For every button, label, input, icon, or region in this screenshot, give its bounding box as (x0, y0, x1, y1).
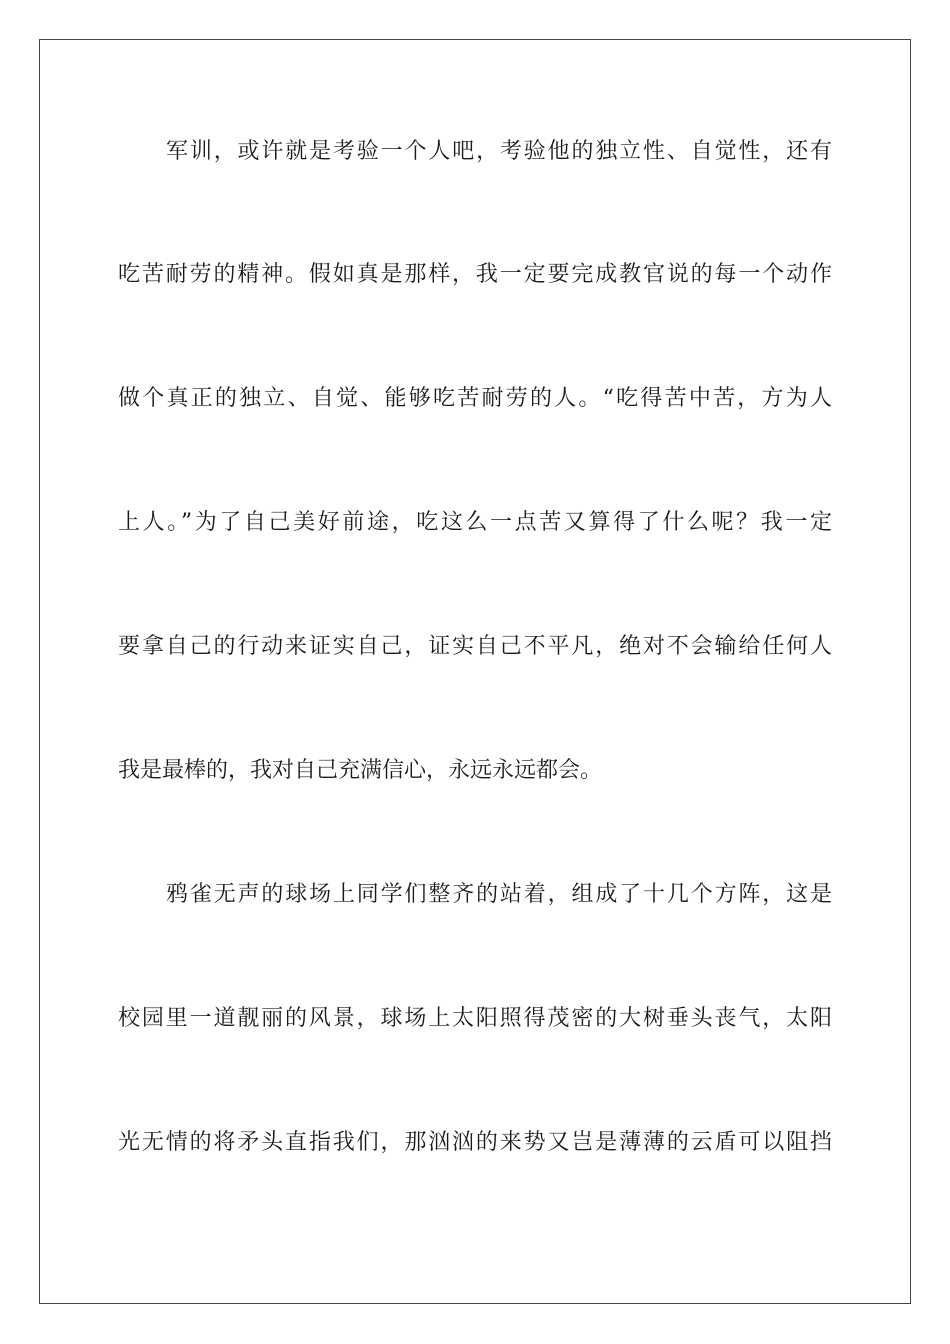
text-line: 做个真正的独立、自觉、能够吃苦耐劳的人。“吃得苦中苦，方为人 (118, 386, 832, 411)
text-line: 要拿自己的行动来证实自己，证实自己不平凡，绝对不会输给任何人 (118, 634, 832, 659)
text-line: 上人。”为了自己美好前途，吃这么一点苦又算得了什么呢？我一定 (118, 510, 832, 535)
text-line: 校园里一道靓丽的风景，球场上太阳照得茂密的大树垂头丧气，太阳 (118, 1006, 832, 1031)
text-line: 鸦雀无声的球场上同学们整齐的站着，组成了十几个方阵，这是 (166, 882, 832, 907)
text-line: 我是最棒的，我对自己充满信心，永远永远都会。 (118, 758, 603, 783)
text-line: 军训，或许就是考验一个人吧，考验他的独立性、自觉性，还有 (166, 139, 832, 164)
text-line: 光无情的将矛头直指我们，那汹汹的来势又岂是薄薄的云盾可以阻挡 (118, 1130, 832, 1155)
page-border (39, 39, 911, 1304)
text-line: 吃苦耐劳的精神。假如真是那样，我一定要完成教官说的每一个动作 (118, 262, 832, 287)
